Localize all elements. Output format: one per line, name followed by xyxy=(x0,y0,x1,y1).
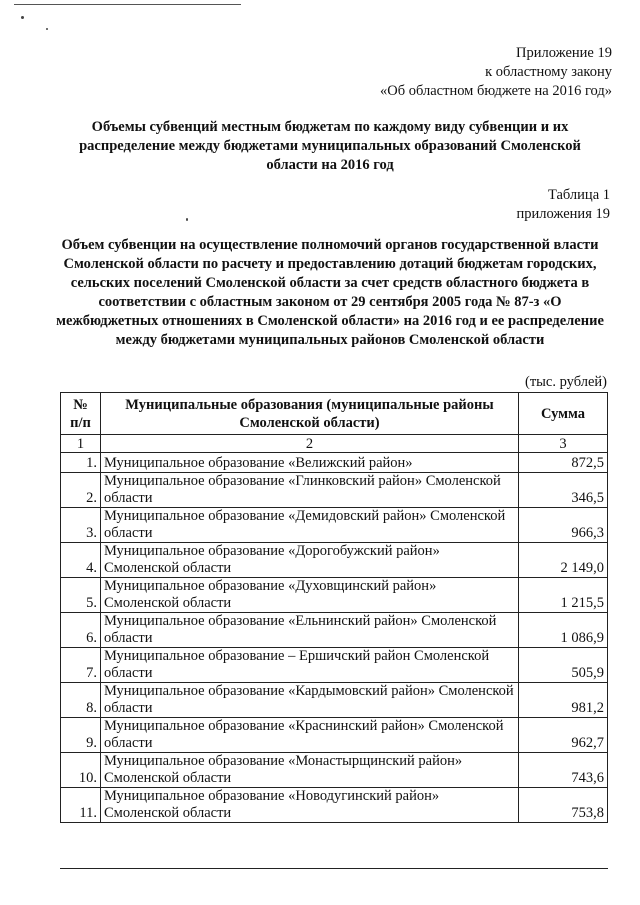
municipality-name: Муниципальное образование «Новодугинский район» Смоленской области xyxy=(101,788,519,823)
table-label-line-1: Таблица 1 xyxy=(547,187,610,203)
top-rule xyxy=(14,4,241,5)
subsidy-amount: 981,2 xyxy=(519,683,608,718)
subsidy-amount: 962,7 xyxy=(519,718,608,753)
table-row xyxy=(61,508,608,543)
appendix-line-3: «Об областном бюджете на 2016 год» xyxy=(380,83,612,99)
row-number: 3. xyxy=(61,508,101,543)
subsidy-amount: 1 215,5 xyxy=(519,578,608,613)
row-number: 4. xyxy=(61,543,101,578)
subsidy-amount: 505,9 xyxy=(519,648,608,683)
scan-speck xyxy=(21,16,24,19)
table-row xyxy=(61,613,608,648)
appendix-reference xyxy=(380,44,612,101)
subsidy-amount: 872,5 xyxy=(519,453,608,473)
municipality-name: Муниципальное образование «Дорогобужский район» Смоленской области xyxy=(101,543,519,578)
table-row xyxy=(61,683,608,718)
header-num-line-1: № xyxy=(73,396,88,413)
table-bottom-border xyxy=(60,868,608,869)
table-row xyxy=(61,718,608,753)
row-number: 6. xyxy=(61,613,101,648)
table-row xyxy=(61,578,608,613)
subsidy-amount: 966,3 xyxy=(519,508,608,543)
municipality-name: Муниципальное образование «Велижский район» xyxy=(101,453,519,473)
subsidy-amount: 1 086,9 xyxy=(519,613,608,648)
table-row xyxy=(61,473,608,508)
row-number: 1. xyxy=(61,453,101,473)
municipality-name: Муниципальное образование «Глинковский район» Смоленской области xyxy=(101,473,519,508)
municipality-name: Муниципальное образование «Демидовский район» Смоленской области xyxy=(101,508,519,543)
column-index: 2 xyxy=(101,435,519,453)
table-title: Объем субвенции на осуществление полномочий органов государственной власти Смоленской области по расчету и предоставлению дотаций бюджетам городских, сельских поселений Смоленской области за счет средств областного бюджета в соответствии с областным законом от 29 сентября 2005 года № 87-з «О межбюджетных отношениях в Смоленской области» на 2016 год и ее распределение между бюджетами муниципальных районов Смоленской области xyxy=(56,237,604,348)
row-number: 5. xyxy=(61,578,101,613)
scan-speck xyxy=(46,28,48,30)
row-number: 7. xyxy=(61,648,101,683)
table-row xyxy=(61,648,608,683)
table-header-row xyxy=(61,393,608,435)
municipality-name: Муниципальное образование «Ельнинский район» Смоленской области xyxy=(101,613,519,648)
subsidy-table xyxy=(60,392,608,823)
document-title: Объемы субвенций местным бюджетам по каждому виду субвенции и их распределение между бюджетами муниципальных образований Смоленской области на 2016 год xyxy=(79,119,581,173)
subsidy-amount: 346,5 xyxy=(519,473,608,508)
municipality-name: Муниципальное образование – Ершичский район Смоленской области xyxy=(101,648,519,683)
column-index-row xyxy=(61,435,608,453)
municipality-name: Муниципальное образование «Монастырщинский район» Смоленской области xyxy=(101,753,519,788)
row-number: 9. xyxy=(61,718,101,753)
header-sum: Сумма xyxy=(519,393,608,435)
appendix-line-1: Приложение 19 xyxy=(516,45,612,61)
column-index: 1 xyxy=(61,435,101,453)
table-row xyxy=(61,753,608,788)
table-row xyxy=(61,543,608,578)
row-number: 10. xyxy=(61,753,101,788)
municipality-name: Муниципальное образование «Кардымовский район» Смоленской области xyxy=(101,683,519,718)
table-row xyxy=(61,453,608,473)
subsidy-amount: 2 149,0 xyxy=(519,543,608,578)
municipality-name: Муниципальное образование «Духовщинский район» Смоленской области xyxy=(101,578,519,613)
subsidy-amount: 743,6 xyxy=(519,753,608,788)
table-label xyxy=(517,186,610,224)
row-number: 2. xyxy=(61,473,101,508)
header-num-line-2: п/п xyxy=(70,414,91,431)
appendix-line-2: к областному закону xyxy=(485,64,612,80)
row-number: 8. xyxy=(61,683,101,718)
municipality-name: Муниципальное образование «Краснинский район» Смоленской области xyxy=(101,718,519,753)
scan-speck xyxy=(186,218,188,221)
unit-label: (тыс. рублей) xyxy=(525,374,607,390)
table-label-line-2: приложения 19 xyxy=(516,206,610,222)
column-index: 3 xyxy=(519,435,608,453)
table-row xyxy=(61,788,608,823)
header-num xyxy=(61,393,101,435)
subsidy-amount: 753,8 xyxy=(519,788,608,823)
row-number: 11. xyxy=(61,788,101,823)
header-name: Муниципальные образования (муниципальные районы Смоленской области) xyxy=(101,393,519,435)
